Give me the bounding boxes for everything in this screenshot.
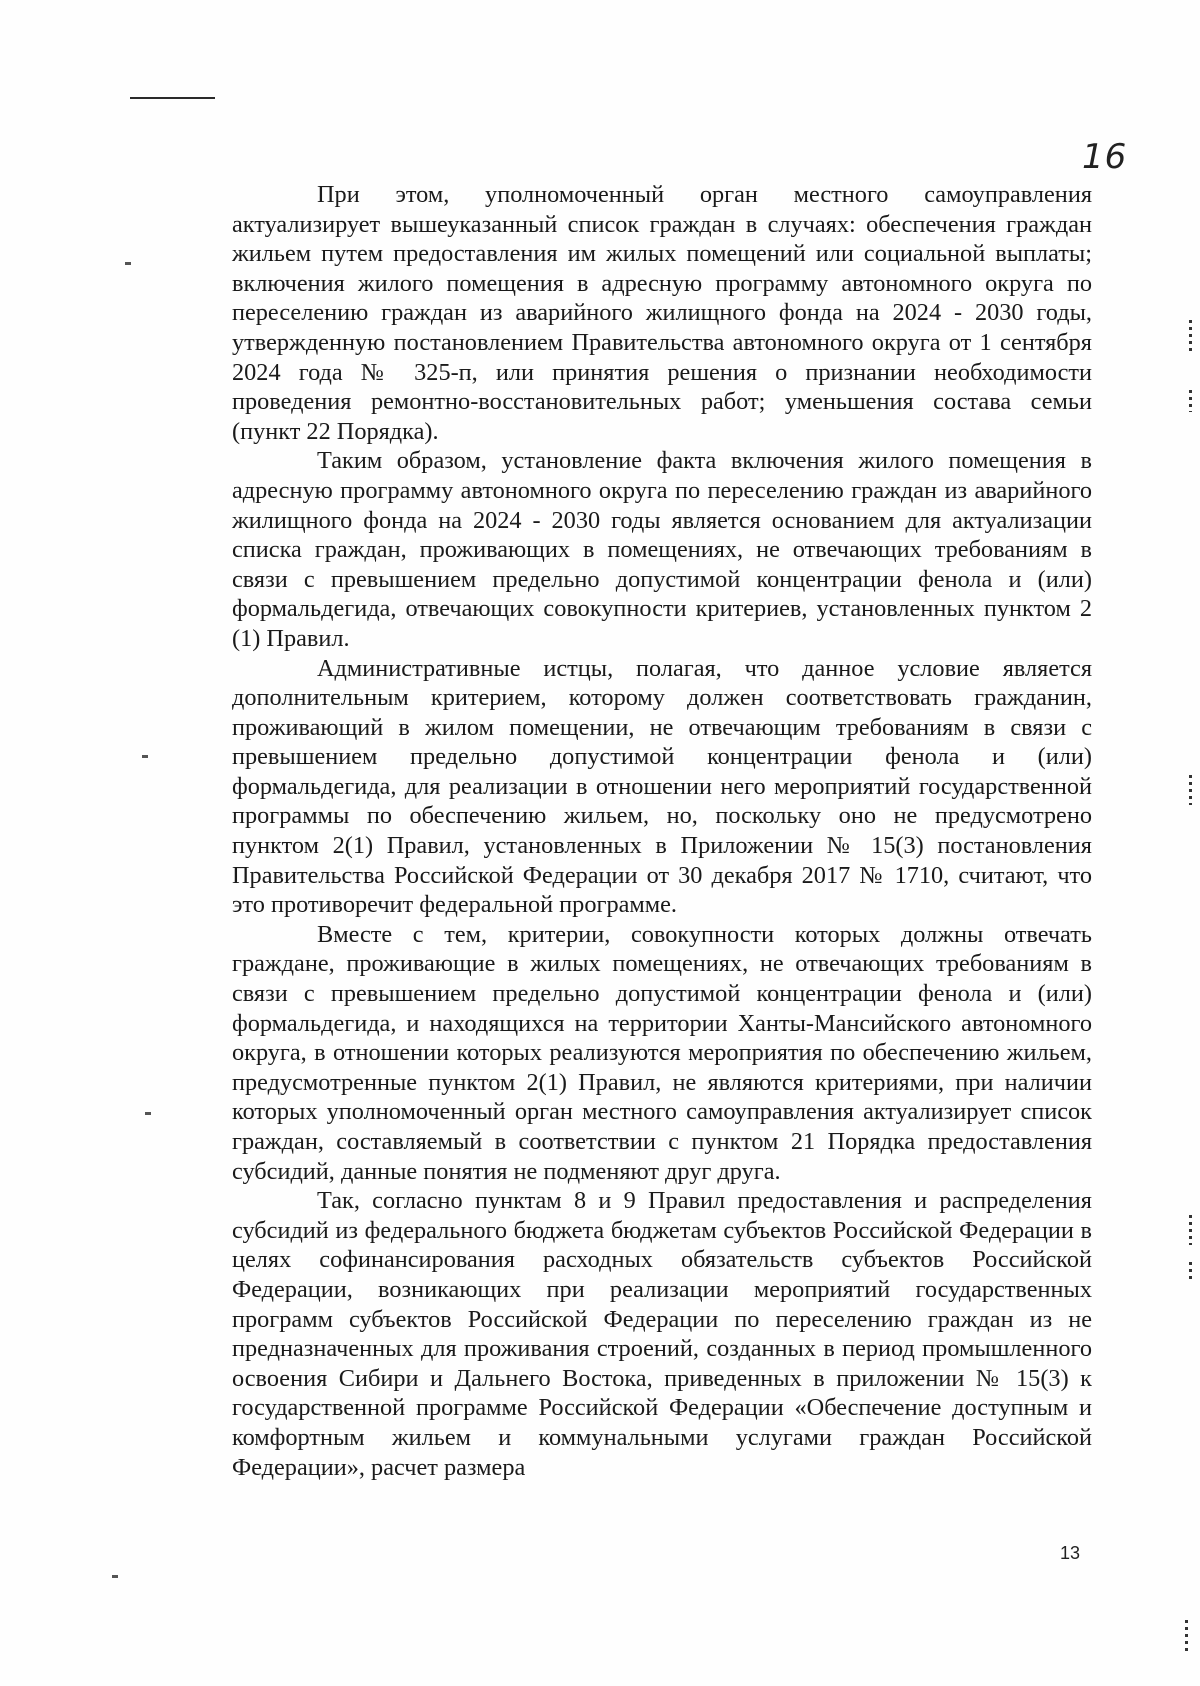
scan-mark [142, 755, 148, 758]
scan-mark [1189, 320, 1192, 354]
scan-mark [1189, 1215, 1192, 1245]
paragraph-4: Вместе с тем, критерии, совокупности которых должны отвечать граждане, проживающие в жилых помещениях, не отвечающих требованиям в связи с превышением предельно допустимой концентрации фенола и (или) формальдегида, и находящихся на территории Ханты-Мансийского автономного округа, в отношении которых реализуются мероприятия по обеспечению жильем, предусмотренные пунктом 2(1) Правил, не являются критериями, при наличии которых уполномоченный орган местного самоуправления актуализирует список граждан, составляемый в соответствии с пунктом 21 Порядка предоставления субсидий, данные понятия не подменяют друг друга. [232, 920, 1092, 1185]
header-rule [130, 97, 215, 99]
scan-mark [145, 1112, 151, 1115]
scan-mark [1189, 1262, 1192, 1282]
document-body [232, 180, 1092, 1482]
scan-mark [1189, 775, 1192, 805]
handwritten-page-mark: 16 [1082, 137, 1128, 177]
page-number: 13 [1060, 1543, 1081, 1563]
paragraph-1: При этом, уполномоченный орган местного самоуправления актуализирует вышеуказанный список граждан в случаях: обеспечения граждан жильем путем предоставления им жилых помещений или социальной выплаты; включения жилого помещения в адресную программу автономного округа по переселению граждан из аварийного жилищного фонда на 2024 - 2030 годы, утвержденную постановлением Правительства автономного округа от 1 сентября 2024 года № 325-п, или принятия решения о признании необходимости проведения ремонтно-восстановительных работ; уменьшения состава семьи (пункт 22 Порядка). [232, 181, 1092, 445]
scan-mark [112, 1575, 118, 1578]
scan-mark [1185, 1620, 1188, 1654]
paragraph-2: Таким образом, установление факта включения жилого помещения в адресную программу автономного округа по переселению граждан из аварийного жилищного фонда на 2024 - 2030 годы является основанием для актуализации списка граждан, проживающих в помещениях, не отвечающих требованиям в связи с превышением предельно допустимой концентрации фенола и (или) формальдегида, отвечающих совокупности критериев, установленных пунктом 2 (1) Правил. [232, 447, 1092, 652]
scan-mark [1189, 390, 1192, 412]
scan-mark [125, 262, 131, 265]
paragraph-5: Так, согласно пунктам 8 и 9 Правил предоставления и распределения субсидий из федерального бюджета бюджетам субъектов Российской Федерации в целях софинансирования расходных обязательств субъектов Российской Федерации, возникающих при реализации мероприятий государственных программ субъектов Российской Федерации по переселению граждан из не предназначенных для проживания строений, созданных в период промышленного освоения Сибири и Дальнего Востока, приведенных в приложении № 15(3) к государственной программе Российской Федерации «Обеспечение доступным и комфортным жильем и коммунальными услугами граждан Российской Федерации», расчет размера [232, 1187, 1092, 1481]
paragraph-3: Административные истцы, полагая, что данное условие является дополнительным критерием, которому должен соответствовать гражданин, проживающий в жилом помещении, не отвечающим требованиям в связи с превышением предельно допустимой концентрации фенола и (или) формальдегида, для реализации в отношении него мероприятий государственной программы по обеспечению жильем, но, поскольку оно не предусмотрено пунктом 2(1) Правил, установленных в Приложении № 15(3) постановления Правительства Российской Федерации от 30 декабря 2017 № 1710, считают, что это противоречит федеральной программе. [232, 654, 1092, 919]
